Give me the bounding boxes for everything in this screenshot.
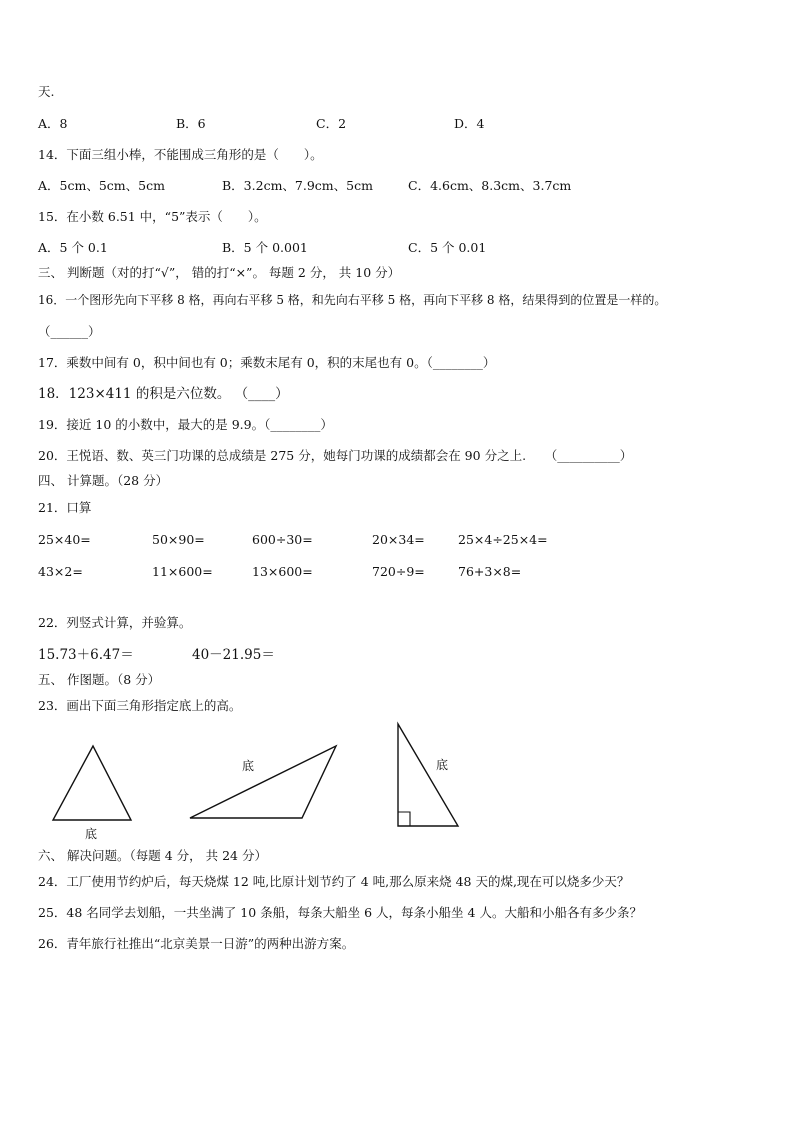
oral-calc-2-5: 76+3×8=: [458, 564, 522, 579]
question-24: 24．工厂使用节约炉后，每天烧煤 12 吨,比原计划节约了 4 吨,那么原来烧 48 天的煤,现在可以烧多少天？: [38, 874, 630, 889]
oral-calc-1-1: 25×40=: [38, 532, 91, 547]
oral-calc-1-3: 600÷30=: [252, 532, 313, 547]
oral-calc-2-1: 43×2=: [38, 564, 83, 579]
vertical-calc-1: 15.73＋6.47＝: [38, 647, 134, 663]
q13-option-c: C．2: [316, 116, 347, 131]
q13-option-a: A．8: [38, 116, 68, 131]
triangle-2: [190, 746, 336, 818]
line-tian: 天.: [38, 84, 55, 99]
q13-option-b: B．6: [176, 116, 206, 131]
section-4-heading: 四、 计算题。（28 分）: [38, 473, 169, 488]
oral-calc-2-2: 11×600=: [152, 564, 213, 579]
question-16-blank: （______）: [38, 324, 101, 339]
section-6-heading: 六、 解决问题。（每题 4 分， 共 24 分）: [38, 848, 267, 863]
q15-option-c: C．5 个 0.01: [408, 240, 487, 255]
triangle-1-base-label: 底: [85, 827, 98, 841]
question-16: 16．一个图形先向下平移 8 格，再向右平移 5 格，和先向右平移 5 格，再向下平移 8 格，结果得到的位置是一样的。: [38, 293, 667, 307]
question-17: 17．乘数中间有 0，积中间也有 0；乘数末尾有 0，积的末尾也有 0。（________）: [38, 355, 496, 370]
oral-calc-1-2: 50×90=: [152, 532, 205, 547]
section-5-heading: 五、 作图题。（8 分）: [38, 672, 161, 687]
oral-calc-1-5: 25×4÷25×4=: [458, 532, 548, 547]
question-15: 15．在小数 6.51 中，“5”表示（ ）。: [38, 209, 267, 224]
question-23: 23．画出下面三角形指定底上的高。: [38, 698, 242, 713]
oral-calc-2-4: 720÷9=: [372, 564, 425, 579]
q14-option-c: C．4.6cm、8.3cm、3.7cm: [408, 178, 572, 193]
q14-option-a: A．5cm、5cm、5cm: [38, 178, 165, 193]
q14-option-b: B．3.2cm、7.9cm、5cm: [222, 178, 373, 193]
q15-option-a: A．5 个 0.1: [38, 240, 108, 255]
triangle-3: [398, 724, 458, 826]
vertical-calc-2: 40－21.95＝: [192, 647, 275, 663]
oral-calc-1-4: 20×34=: [372, 532, 425, 547]
triangle-2-base-label: 底: [242, 759, 255, 773]
question-18: 18．123×411 的积是六位数。 （____）: [38, 386, 289, 402]
q15-option-b: B．5 个 0.001: [222, 240, 308, 255]
q13-option-d: D．4: [454, 116, 485, 131]
triangle-3-base-label: 底: [436, 758, 449, 772]
question-19: 19．接近 10 的小数中，最大的是 9.9。（________）: [38, 417, 333, 432]
triangle-1: [53, 746, 131, 820]
question-26: 26．青年旅行社推出“北京美景一日游”的两种出游方案。: [38, 936, 355, 951]
right-angle-mark: [398, 812, 410, 826]
question-14: 14．下面三组小棒，不能围成三角形的是（ ）。: [38, 147, 323, 162]
question-21: 21．口算: [38, 500, 92, 515]
question-20: 20．王悦语、数、英三门功课的总成绩是 275 分，她每门功课的成绩都会在 90 分之上. （__________）: [38, 448, 633, 463]
question-22: 22．列竖式计算，并验算。: [38, 615, 192, 630]
question-25: 25．48 名同学去划船，一共坐满了 10 条船，每条大船坐 6 人，每条小船坐 4 人。大船和小船各有多少条？: [38, 905, 642, 920]
section-3-heading: 三、 判断题（对的打“√”， 错的打“×”。 每题 2 分， 共 10 分）: [38, 265, 401, 280]
oral-calc-2-3: 13×600=: [252, 564, 313, 579]
